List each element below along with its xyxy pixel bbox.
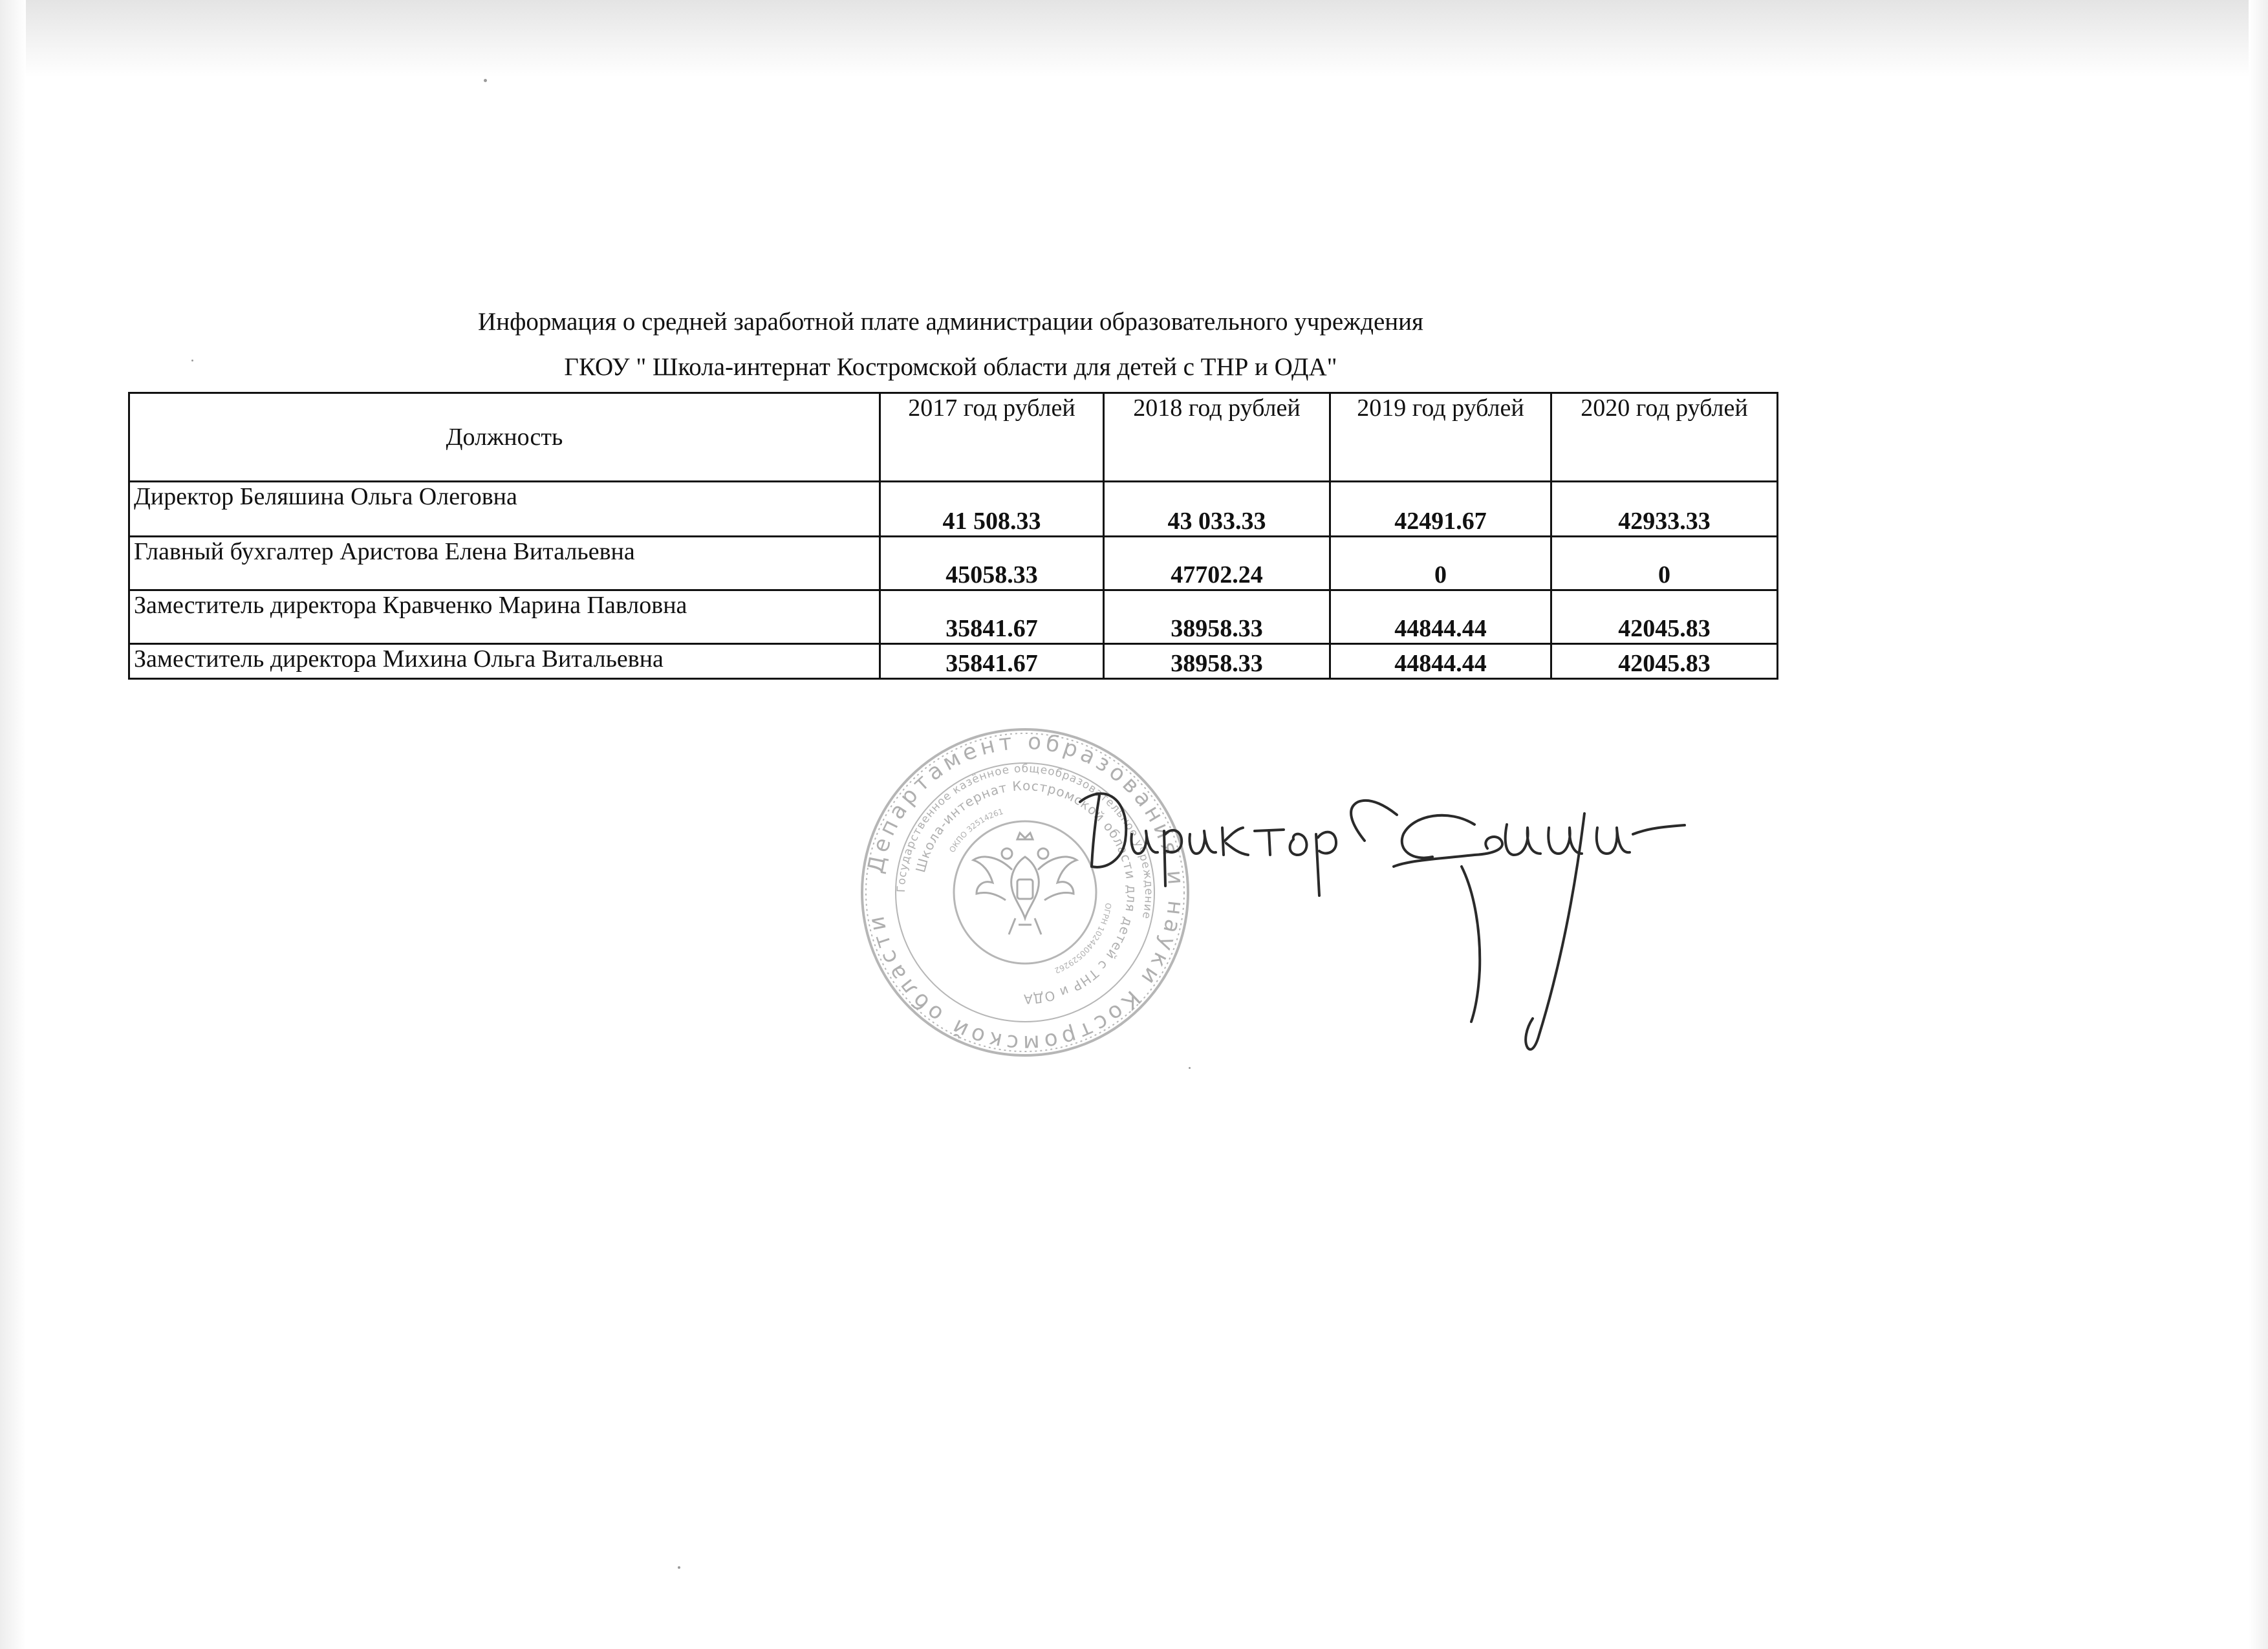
scan-edge-shadow-right bbox=[2249, 0, 2268, 1649]
stamp-ring-middle-text: Государственное казённое общеобразовательное учреждение bbox=[894, 762, 1156, 921]
document-subtitle: ГКОУ " Школа-интернат Костромской области для детей с ТНР и ОДА" bbox=[564, 353, 1337, 381]
salary-cell: 0 bbox=[1551, 537, 1778, 590]
salary-cell: 43 033.33 bbox=[1104, 482, 1330, 537]
header-year-2020: 2020 год рублей bbox=[1551, 393, 1778, 482]
stamp-okpo-text: ОКПО 32514261 bbox=[947, 806, 1005, 854]
position-cell: Главный бухгалтер Аристова Елена Витальевна bbox=[129, 537, 880, 590]
scan-speck bbox=[678, 1566, 680, 1569]
salary-cell: 35841.67 bbox=[880, 644, 1104, 679]
salary-cell: 42491.67 bbox=[1330, 482, 1551, 537]
salary-cell: 42933.33 bbox=[1551, 482, 1778, 537]
salary-cell: 45058.33 bbox=[880, 537, 1104, 590]
salary-cell: 47702.24 bbox=[1104, 537, 1330, 590]
table-row bbox=[129, 590, 1778, 644]
header-position: Должность bbox=[129, 393, 880, 482]
salary-cell: 41 508.33 bbox=[880, 482, 1104, 537]
stamp-ring-outer-text: Департамент образования и науки Костромской области bbox=[862, 728, 1189, 1057]
scan-edge-shadow-left bbox=[0, 0, 26, 1649]
salary-cell: 44844.44 bbox=[1330, 644, 1551, 679]
position-cell: Заместитель директора Михина Ольга Витальевна bbox=[129, 644, 880, 679]
scan-speck bbox=[484, 79, 487, 82]
stamp-ogrn-text: ОГРН 1024400529262 bbox=[1053, 902, 1113, 975]
table-row bbox=[129, 482, 1778, 537]
document-title: Информация о средней заработной плате администрации образовательного учреждения bbox=[478, 308, 1423, 336]
header-year-2017: 2017 год рублей bbox=[880, 393, 1104, 482]
table-header-row bbox=[129, 393, 1778, 482]
handwritten-signature bbox=[1061, 763, 1707, 1061]
table-row bbox=[129, 644, 1778, 679]
header-year-2019: 2019 год рублей bbox=[1330, 393, 1551, 482]
position-cell: Заместитель директора Кравченко Марина Павловна bbox=[129, 590, 880, 644]
salary-cell: 38958.33 bbox=[1104, 644, 1330, 679]
table-row bbox=[129, 537, 1778, 590]
salary-cell: 44844.44 bbox=[1330, 590, 1551, 644]
signature-text: Директор Беляшина bbox=[1112, 1053, 1127, 1055]
scan-speck bbox=[1189, 1067, 1191, 1069]
header-year-2018: 2018 год рублей bbox=[1104, 393, 1330, 482]
salary-cell: 0 bbox=[1330, 537, 1551, 590]
salary-cell: 35841.67 bbox=[880, 590, 1104, 644]
salary-cell: 42045.83 bbox=[1551, 590, 1778, 644]
scan-edge-shadow-top bbox=[0, 0, 2268, 78]
salary-table bbox=[128, 392, 1778, 680]
salary-cell: 38958.33 bbox=[1104, 590, 1330, 644]
salary-cell: 42045.83 bbox=[1551, 644, 1778, 679]
stamp-ring-inner-text: Школа-интернат Костромской области для детей с ТНР и ОДА bbox=[913, 777, 1140, 1008]
position-cell: Директор Беляшина Ольга Олеговна bbox=[129, 482, 880, 537]
